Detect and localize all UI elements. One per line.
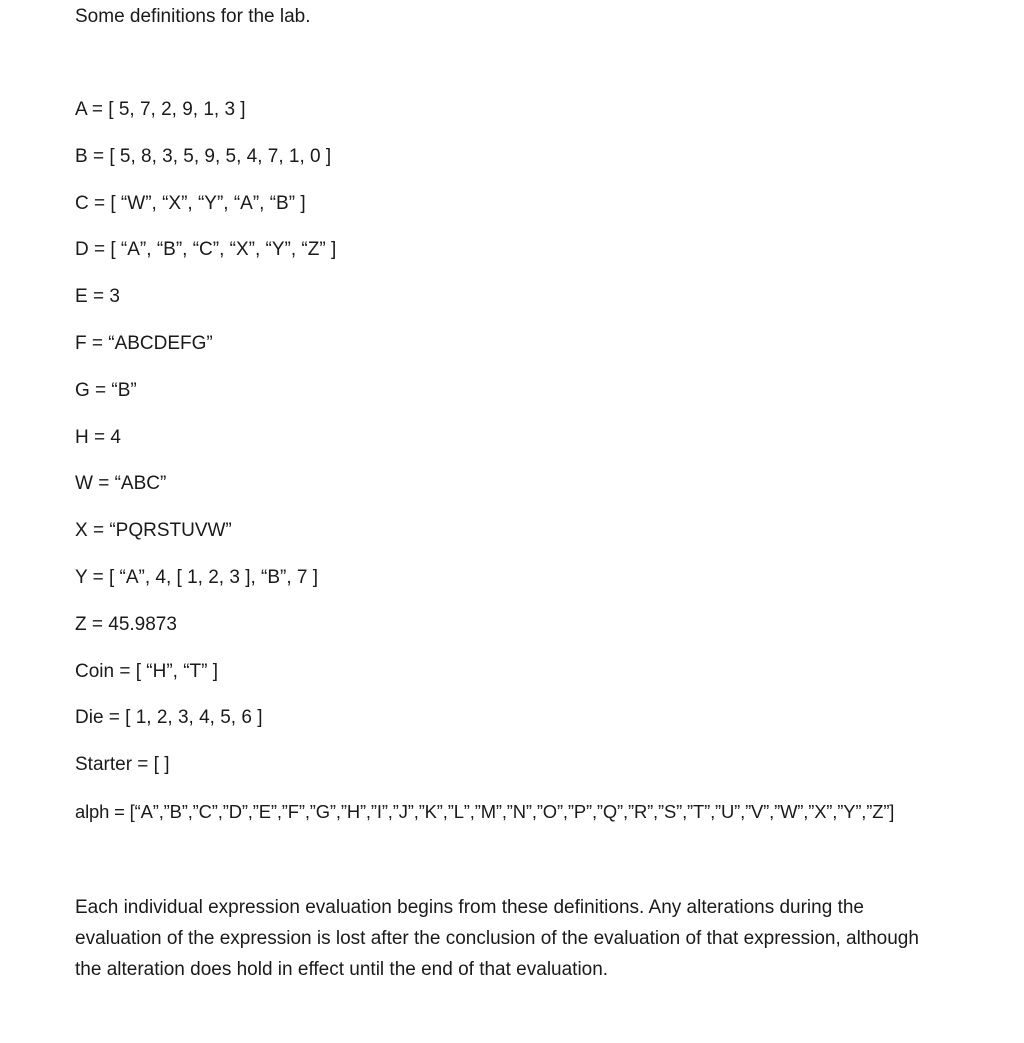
closing-line-2: evaluation of the expression is lost after the conclusion of the evaluation of that expression, although (75, 928, 919, 949)
definition-alph: alph = [“A”,”B”,”C”,”D”,”E”,”F”,”G”,”H”,”I”,”J”,”K”,”L”,”M”,”N”,”O”,”P”,”Q”,”R”,”S”,”T”,”U”,”V”,”W”,”X”,”Y”,”Z”] (75, 800, 895, 822)
closing-paragraph (75, 892, 1005, 985)
definition-f: F = “ABCDEFG” (75, 332, 213, 354)
closing-line-3: the alteration does hold in effect until the end of that evaluation. (75, 959, 609, 980)
definition-coin: Coin = [ “H”, “T” ] (75, 660, 219, 682)
definition-b: B = [ 5, 8, 3, 5, 9, 5, 4, 7, 1, 0 ] (75, 145, 332, 167)
intro-text: Some definitions for the lab. (75, 6, 311, 27)
definition-x: X = “PQRSTUVW” (75, 520, 232, 542)
definition-z: Z = 45.9873 (75, 613, 177, 635)
definition-h: H = 4 (75, 426, 121, 448)
definition-c: C = [ “W”, “X”, “Y”, “A”, “B” ] (75, 192, 306, 214)
definition-y: Y = [ “A”, 4, [ 1, 2, 3 ], “B”, 7 ] (75, 566, 319, 588)
closing-line-1: Each individual expression evaluation begins from these definitions. Any alterations during the (75, 897, 864, 918)
definitions-list (75, 97, 1005, 846)
definition-starter: Starter = [ ] (75, 754, 170, 776)
definition-d: D = [ “A”, “B”, “C”, “X”, “Y”, “Z” ] (75, 239, 337, 261)
definition-w: W = “ABC” (75, 473, 167, 495)
definition-e: E = 3 (75, 286, 120, 308)
definition-die: Die = [ 1, 2, 3, 4, 5, 6 ] (75, 707, 263, 729)
definition-a: A = [ 5, 7, 2, 9, 1, 3 ] (75, 99, 246, 120)
definition-g: G = “B” (75, 379, 137, 401)
